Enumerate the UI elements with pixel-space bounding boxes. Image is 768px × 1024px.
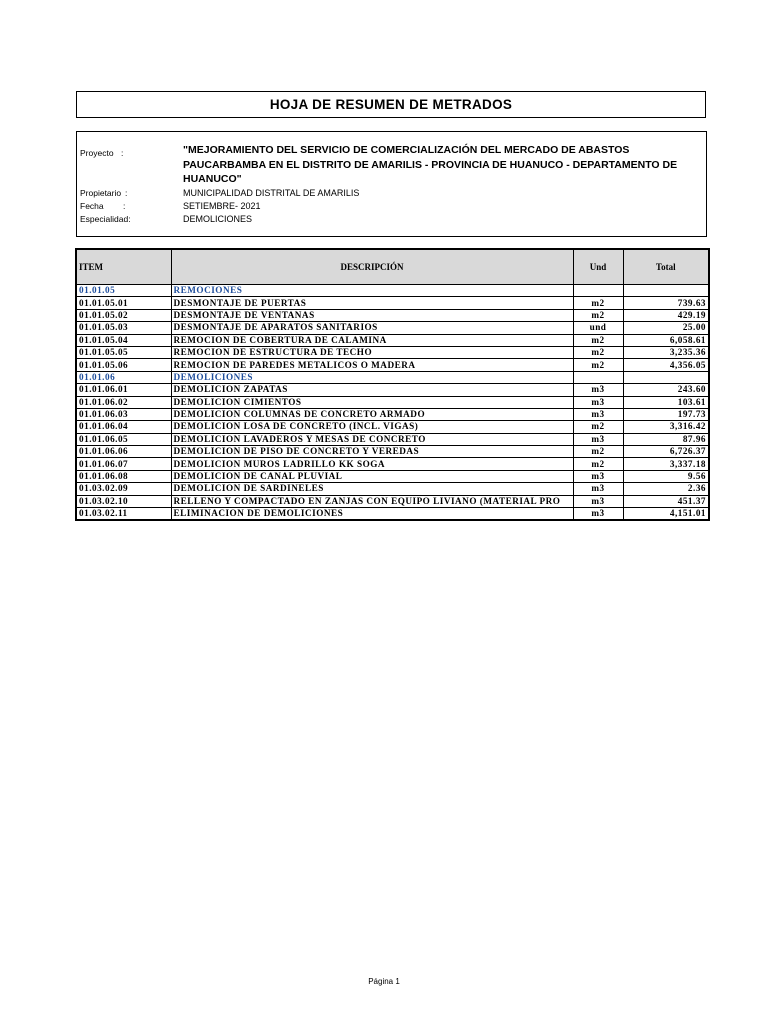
table-row [76, 495, 709, 507]
cell-und: m3 [573, 483, 623, 495]
cell-und: m3 [573, 433, 623, 445]
cell-item: 01.01.05.01 [76, 297, 171, 309]
fecha-label: Fecha [80, 201, 104, 211]
cell-item: 01.01.06.03 [76, 408, 171, 420]
proyecto-colon: : [121, 148, 124, 158]
cell-und: m3 [573, 396, 623, 408]
table-row [76, 421, 709, 433]
table-row [76, 334, 709, 346]
table-row [76, 433, 709, 445]
cell-item: 01.01.05.02 [76, 309, 171, 321]
cell-item: 01.01.06 [76, 371, 171, 383]
cell-descripcion: DEMOLICION DE CANAL PLUVIAL [171, 470, 573, 482]
cell-total: 197.73 [623, 408, 709, 420]
table-group-row [76, 371, 709, 383]
cell-descripcion: DESMONTAJE DE PUERTAS [171, 297, 573, 309]
cell-total [623, 371, 709, 383]
cell-total: 3,235.36 [623, 346, 709, 358]
table-row [76, 446, 709, 458]
header-total: Total [623, 249, 709, 285]
cell-item: 01.01.06.06 [76, 446, 171, 458]
cell-und: m3 [573, 384, 623, 396]
cell-und: m2 [573, 458, 623, 470]
cell-total: 6,058.61 [623, 334, 709, 346]
table-header-row [76, 249, 709, 285]
cell-und [573, 371, 623, 383]
cell-descripcion: DEMOLICION DE SARDINELES [171, 483, 573, 495]
cell-item: 01.01.06.01 [76, 384, 171, 396]
table-body [76, 285, 709, 521]
cell-item: 01.01.06.04 [76, 421, 171, 433]
cell-total: 3,337.18 [623, 458, 709, 470]
cell-descripcion: RELLENO Y COMPACTADO EN ZANJAS CON EQUIPO LIVIANO (MATERIAL PRO [171, 495, 573, 507]
cell-item: 01.03.02.10 [76, 495, 171, 507]
cell-descripcion: DESMONTAJE DE APARATOS SANITARIOS [171, 322, 573, 334]
cell-und: m2 [573, 334, 623, 346]
table-row [76, 297, 709, 309]
cell-descripcion: DEMOLICION LOSA DE CONCRETO (INCL. VIGAS) [171, 421, 573, 433]
cell-und: m2 [573, 359, 623, 371]
cell-und: m2 [573, 446, 623, 458]
table-row [76, 470, 709, 482]
cell-descripcion: DESMONTAJE DE VENTANAS [171, 309, 573, 321]
cell-total: 2.36 [623, 483, 709, 495]
cell-und: m3 [573, 408, 623, 420]
cell-item: 01.01.06.02 [76, 396, 171, 408]
table-row [76, 359, 709, 371]
cell-descripcion: DEMOLICION MUROS LADRILLO KK SOGA [171, 458, 573, 470]
cell-und [573, 285, 623, 297]
cell-item: 01.01.06.08 [76, 470, 171, 482]
proyecto-label: Proyecto [80, 148, 114, 158]
table-row [76, 483, 709, 495]
cell-total: 25.00 [623, 322, 709, 334]
cell-und: m3 [573, 470, 623, 482]
proyecto-value: "MEJORAMIENTO DEL SERVICIO DE COMERCIALIZACIÓN DEL MERCADO DE ABASTOS PAUCARBAMBA EN EL DISTRITO DE AMARILIS - PROVINCIA DE HUANUCO - DEPARTAMENTO DE HUANUCO" [183, 144, 678, 185]
propietario-value: MUNICIPALIDAD DISTRITAL DE AMARILIS [183, 188, 360, 198]
table-row [76, 322, 709, 334]
page-title: HOJA DE RESUMEN DE METRADOS [76, 91, 706, 118]
cell-descripcion: REMOCION DE PAREDES METALICOS O MADERA [171, 359, 573, 371]
cell-descripcion: DEMOLICION LAVADEROS Y MESAS DE CONCRETO [171, 433, 573, 445]
propietario-label: Propietario [80, 188, 122, 198]
table-row [76, 384, 709, 396]
table-row [76, 408, 709, 420]
cell-total: 429.19 [623, 309, 709, 321]
table-row [76, 346, 709, 358]
cell-descripcion: DEMOLICION ZAPATAS [171, 384, 573, 396]
cell-item: 01.01.05.06 [76, 359, 171, 371]
table-row [76, 309, 709, 321]
cell-descripcion: DEMOLICION DE PISO DE CONCRETO Y VEREDAS [171, 446, 573, 458]
header-und: Und [573, 249, 623, 285]
metrados-table [75, 248, 710, 521]
cell-descripcion: DEMOLICION COLUMNAS DE CONCRETO ARMADO [171, 408, 573, 420]
table-row [76, 396, 709, 408]
cell-und: m3 [573, 508, 623, 521]
cell-total: 243.60 [623, 384, 709, 396]
cell-item: 01.01.06.07 [76, 458, 171, 470]
cell-und: und [573, 322, 623, 334]
cell-total: 103.61 [623, 396, 709, 408]
cell-descripcion: REMOCION DE COBERTURA DE CALAMINA [171, 334, 573, 346]
page-number: Página 1 [368, 977, 400, 986]
cell-item: 01.03.02.09 [76, 483, 171, 495]
cell-total: 4,356.05 [623, 359, 709, 371]
propietario-colon: : [125, 188, 128, 198]
cell-und: m2 [573, 309, 623, 321]
cell-und: m2 [573, 297, 623, 309]
table-group-row [76, 285, 709, 297]
cell-item: 01.01.05.03 [76, 322, 171, 334]
cell-total: 6,726.37 [623, 446, 709, 458]
table-row [76, 508, 709, 521]
project-info-box [76, 131, 707, 237]
cell-total: 3,316.42 [623, 421, 709, 433]
cell-total: 739.63 [623, 297, 709, 309]
cell-descripcion: DEMOLICION CIMIENTOS [171, 396, 573, 408]
cell-und: m2 [573, 421, 623, 433]
cell-und: m3 [573, 495, 623, 507]
cell-item: 01.01.06.05 [76, 433, 171, 445]
header-item: ITEM [76, 249, 171, 285]
table-row [76, 458, 709, 470]
cell-und: m2 [573, 346, 623, 358]
cell-descripcion: REMOCION DE ESTRUCTURA DE TECHO [171, 346, 573, 358]
cell-total [623, 285, 709, 297]
cell-total: 4,151.01 [623, 508, 709, 521]
cell-item: 01.03.02.11 [76, 508, 171, 521]
cell-item: 01.01.05.04 [76, 334, 171, 346]
cell-total: 451.37 [623, 495, 709, 507]
cell-total: 9.56 [623, 470, 709, 482]
cell-item: 01.01.05 [76, 285, 171, 297]
cell-descripcion: ELIMINACION DE DEMOLICIONES [171, 508, 573, 521]
especialidad-label: Especialidad: [80, 214, 131, 224]
cell-descripcion: DEMOLICIONES [171, 371, 573, 383]
cell-descripcion: REMOCIONES [171, 285, 573, 297]
header-descripcion: DESCRIPCIÓN [171, 249, 573, 285]
fecha-colon: : [123, 201, 126, 211]
cell-item: 01.01.05.05 [76, 346, 171, 358]
fecha-value: SETIEMBRE- 2021 [183, 201, 261, 211]
especialidad-value: DEMOLICIONES [183, 214, 253, 224]
cell-total: 87.96 [623, 433, 709, 445]
